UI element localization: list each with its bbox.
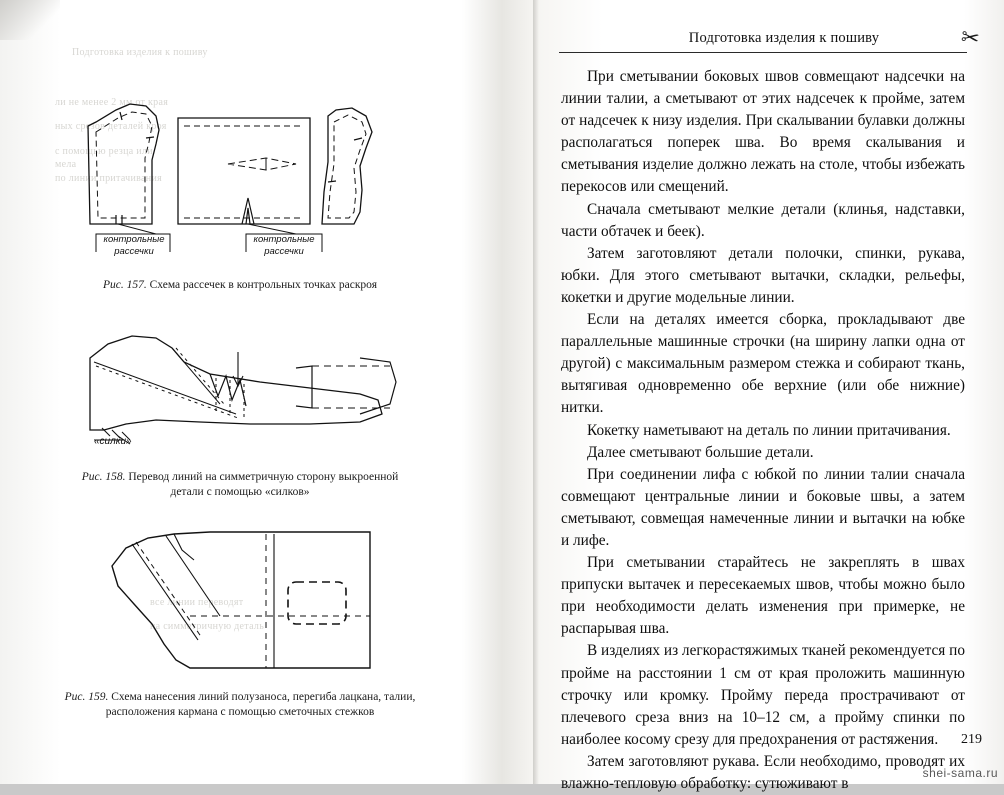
figure-157-caption	[40, 278, 440, 293]
figure-159-image	[70, 520, 410, 680]
figure-159-number: Рис. 159.	[64, 691, 109, 703]
figure-157-label-right-line1: контрольные	[253, 234, 315, 245]
watermark: shei-sama.ru	[922, 766, 998, 780]
figure-157-label-left-line2: рассечки	[114, 246, 154, 257]
figure-157-label-right-line2: рассечки	[264, 246, 304, 257]
figure-158-annotation: «силки»	[94, 436, 132, 447]
figure-158-caption-line1: Перевод линий на симметричную сторону выкроенной	[128, 471, 399, 483]
showthrough-line-6: на симметричную деталь	[150, 621, 265, 632]
figure-157-svg	[60, 82, 400, 252]
paragraph-7: При соединении лифа с юбкой по линии талии сначала совмещают центральные линии и боковые швы, а затем сметывают, совмещая намеченные линии и вытачки на юбке и лифе.	[561, 465, 965, 549]
figure-158-caption-line2: детали с помощью «силков»	[170, 486, 310, 498]
showthrough-line-0: Подготовка изделия к пошиву	[72, 47, 208, 58]
showthrough-line-2: ных срезов деталей кроя	[55, 121, 167, 132]
page-number: 219	[961, 732, 982, 747]
running-head: Подготовка изделия к пошиву	[688, 30, 880, 46]
showthrough-line-4: по линии притачивания	[55, 173, 162, 184]
figure-157-label-left-line1: контрольные	[103, 234, 165, 245]
figure-157-caption-text: Схема рассечек в контрольных точках раскроя	[149, 279, 377, 291]
paragraph-2: Сначала сметывают мелкие детали (клинья, надставки, части обтачек и беек).	[561, 200, 965, 240]
paragraph-4: Если на деталях имеется сборка, прокладывают две параллельные машинные строчки (на ширину лапки одна от другой) с максимальным размером стежка и собирают ткань, вытягивая одновременно обе верхние (или обе нижние) нитки.	[561, 311, 965, 417]
figure-159-caption	[30, 690, 450, 720]
paragraph-10: Затем заготовляют рукава. Если необходимо, проводят их влажно-тепловую обработку: сутюживают в	[561, 752, 965, 792]
figure-159-caption-line2: расположения кармана с помощью сметочных стежков	[105, 706, 375, 718]
paragraph-8: При сметывании старайтесь не закреплять в швах припуски вытачек и пересекаемых швов, чтобы можно было при необходимости делать изменения при примерке, не распарывая шва.	[561, 554, 965, 638]
figure-158-caption	[40, 470, 440, 500]
paragraph-6: Далее сметывают большие детали.	[587, 443, 814, 461]
figure-158-image	[60, 318, 410, 458]
paragraph-5: Кокетку наметывают на деталь по линии притачивания.	[587, 421, 951, 439]
showthrough-line-3: с помощью резца или мела	[55, 146, 153, 170]
figure-159-svg	[70, 520, 410, 680]
figure-159-caption-line1: Схема нанесения линий полузаноса, перегиба лацкана, талии,	[111, 691, 416, 703]
paragraph-9: В изделиях из легкорастяжимых тканей рекомендуется по пройме на расстоянии 1 см от края проложить машинную строчку или кромку. Пройму переда прострачивают от плечевого среза вниз на 10–12 см, а пройму спинки по наиболее косому срезу для предохранения от растяжения.	[561, 642, 966, 748]
body-text-column	[561, 66, 965, 795]
showthrough-line-5: все линии переводят	[150, 597, 244, 608]
figure-158-number: Рис. 158.	[81, 471, 126, 483]
scissors-icon: ✂	[959, 23, 982, 52]
right-page	[539, 0, 1004, 792]
header-rule	[559, 52, 967, 53]
figure-157-number: Рис. 157.	[102, 279, 147, 291]
figure-157-label-left	[98, 234, 170, 258]
showthrough-line-1: ли не менее 2 мм от края	[55, 97, 169, 108]
paragraph-1: При сметывании боковых швов совмещают надсечки на линии талии, а сметывают от этих надсечек к пройме, затем от надсечек к низу изделия. При скалывании булавки должны располагаться поперек шва. Во время скалывания и сметывания изделие должно лежать на столе, чтобы избежать перекосов или смещений.	[561, 68, 965, 196]
figure-157-image	[60, 82, 400, 257]
paragraph-3: Затем заготовляют детали полочки, спинки, рукава, юбки. Для этого сметывают вытачки, складки, рельефы, кокетки и другие модельные линии.	[561, 244, 965, 306]
figure-157-label-right	[248, 234, 320, 258]
